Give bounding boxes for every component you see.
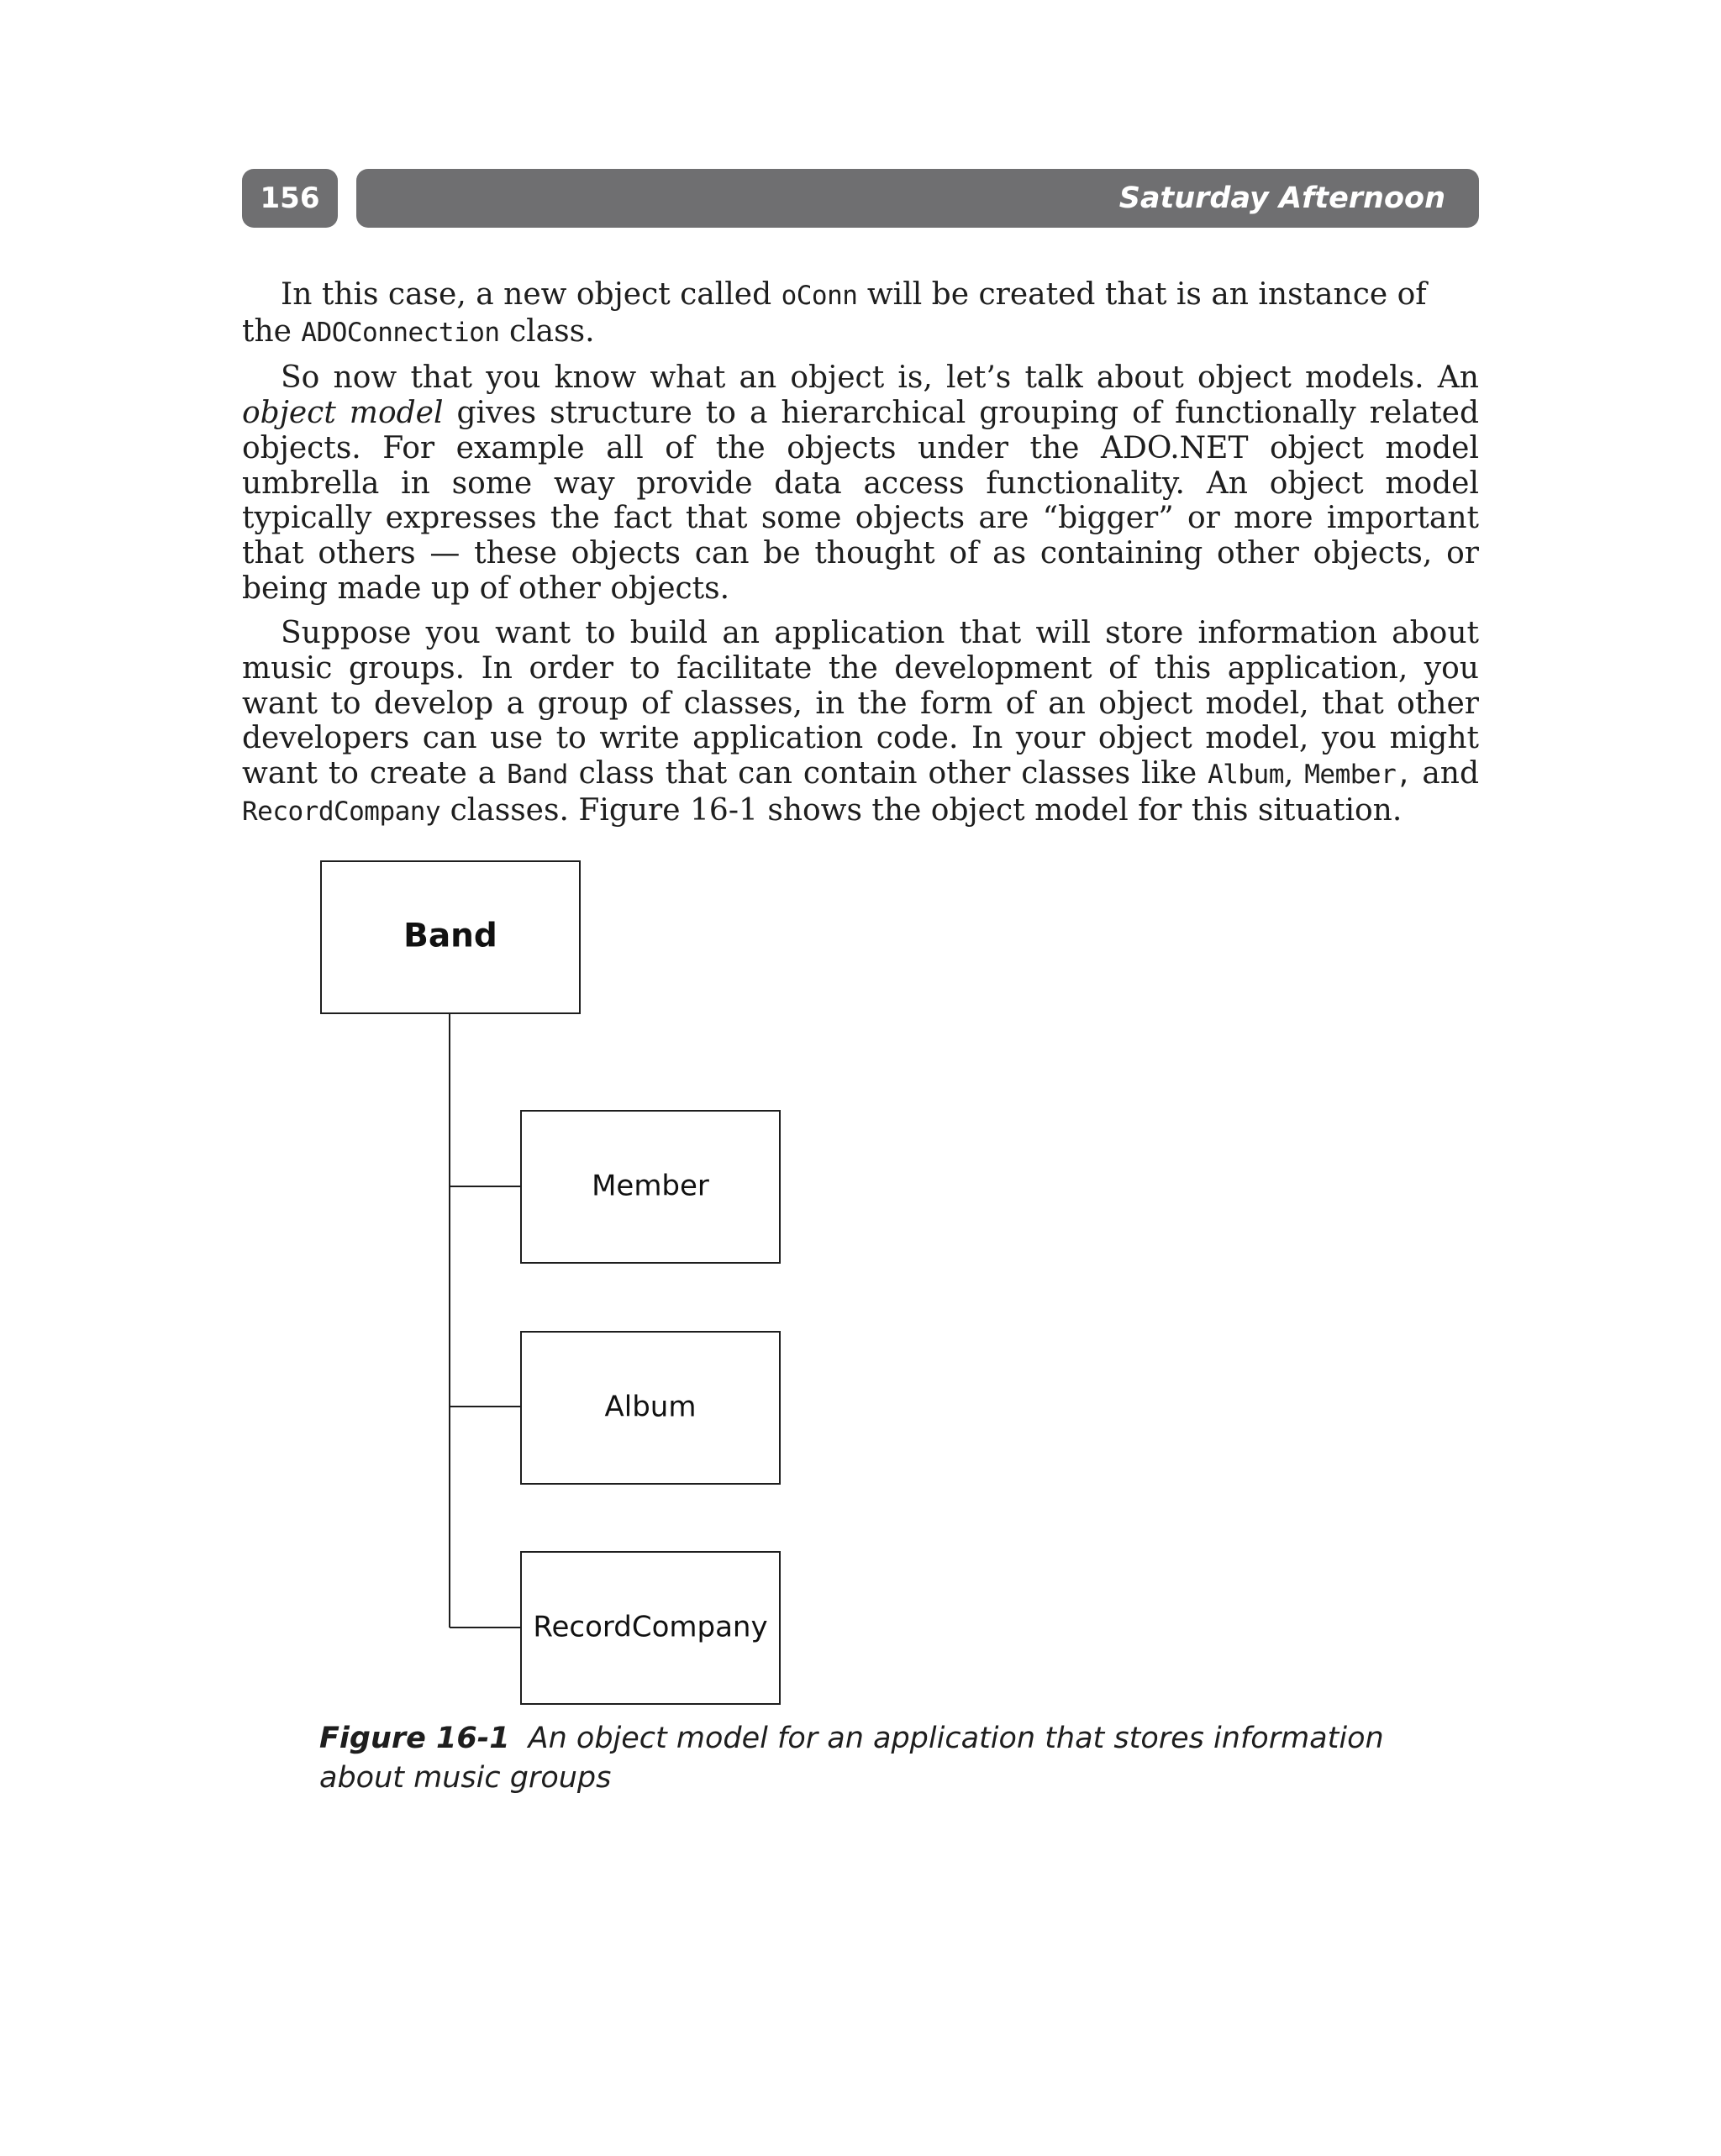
paragraph-2: So now that you know what an object is, let’s talk about object models. An object model gives structure to a hierarchical grouping of functionally related objects. For example all of the objects under the ADO.NET object model umbrella in some way provide data access functionality. An object model typically expresses the fact that some objects are “bigger” or more important that others — these objects can be thought of as containing other objects, or being made up of other objects.	[242, 360, 1479, 606]
inline-code: RecordCompany	[242, 796, 441, 827]
paragraph-1: In this case, a new object called oConn will be created that is an instance of the ADOConnection class.	[242, 277, 1427, 349]
emphasis-term: object model	[242, 396, 444, 431]
inline-code: Band	[507, 760, 568, 791]
album-label: Album	[604, 1390, 697, 1424]
running-header-title: Saturday Afternoon	[1118, 181, 1445, 215]
connector-lines	[450, 1013, 521, 1628]
paragraph-3: Suppose you want to build an application that will store information about music groups. In order to facilitate the development of this application, you want to develop a group of classes, in the form of an object model, that other developers can use to write application code. In your object model, you might want to create a Band class that can contain other classes like Album, Member, and RecordCompany classes. Figure 16-1 shows the object model for this situation.	[242, 616, 1480, 828]
recordcompany-label: RecordCompany	[533, 1610, 768, 1644]
inline-code: ADOConnection	[301, 317, 500, 348]
page-number-text: 156	[260, 181, 320, 215]
figure-label: Figure 16-1	[319, 1722, 510, 1755]
inline-code: Member,	[1304, 760, 1412, 791]
figure-caption	[319, 1719, 1412, 1798]
band-label: Band	[403, 917, 497, 955]
member-label: Member	[592, 1169, 709, 1203]
inline-code: oConn	[781, 281, 858, 311]
inline-code: Album	[1208, 760, 1284, 791]
figure-caption-text: An object model for an application that stores information about music groups	[319, 1722, 1384, 1795]
